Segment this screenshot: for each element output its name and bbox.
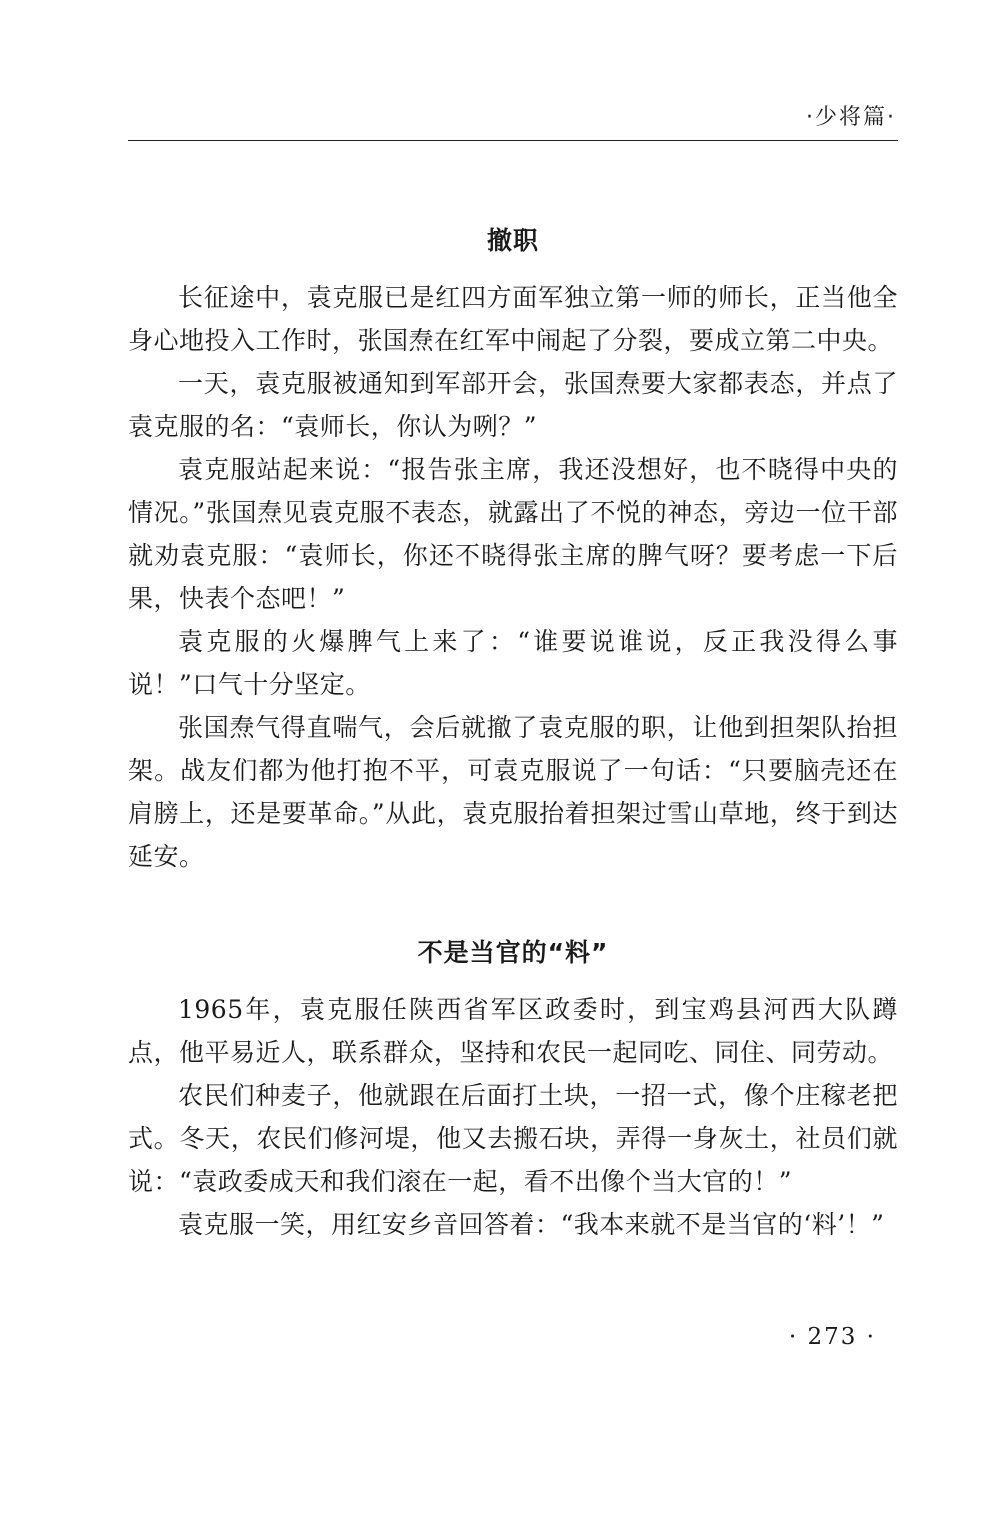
page-body — [128, 216, 898, 1246]
paragraph: 张国焘气得直喘气，会后就撤了袁克服的职，让他到担架队抬担架。战友们都为他打抱不平，可袁克服说了一句话：“只要脑壳还在肩膀上，还是要革命。”从此，袁克服抬着担架过雪山草地，终于到达延安。 — [128, 713, 898, 871]
page-number: · 273 · — [788, 1324, 876, 1350]
section-title: 不是当官的“料” — [417, 938, 609, 967]
section-dismissal — [128, 216, 898, 878]
paragraph: 农民们种麦子，他就跟在后面打土块，一招一式，像个庄稼老把式。冬天，农民们修河堤，他又去搬石块，弄得一身灰土，社员们就说：“袁政委成天和我们滚在一起，看不出像个当大官的！” — [128, 1081, 898, 1196]
paragraph: 长征途中，袁克服已是红四方面军独立第一师的师长，正当他全身心地投入工作时，张国焘在红军中闹起了分裂，要成立第二中央。 — [128, 283, 898, 355]
paragraph: 1965年，袁克服任陕西省军区政委时，到宝鸡县河西大队蹲点，他平易近人，联系群众，坚持和农民一起同吃、同住、同劳动。 — [128, 995, 898, 1067]
header-rule — [128, 140, 898, 141]
paragraph: 袁克服的火爆脾气上来了：“谁要说谁说，反正我没得么事说！”口气十分坚定。 — [128, 627, 898, 699]
paragraph: 一天，袁克服被通知到军部开会，张国焘要大家都表态，并点了袁克服的名：“袁师长，你认为咧？” — [128, 369, 898, 441]
paragraph: 袁克服一笑，用红安乡音回答着：“我本来就不是当官的‘料’！” — [178, 1210, 885, 1239]
running-header: ·少将篇· — [806, 105, 896, 130]
section-not-official-material — [128, 928, 898, 1246]
section-title: 撤职 — [486, 226, 539, 255]
paragraph: 袁克服站起来说：“报告张主席，我还没想好，也不晓得中央的情况。”张国焘见袁克服不表态，就露出了不悦的神态，旁边一位干部就劝袁克服：“袁师长，你还不晓得张主席的脾气呀？要考虑一下后果，快表个态吧！” — [128, 455, 898, 613]
